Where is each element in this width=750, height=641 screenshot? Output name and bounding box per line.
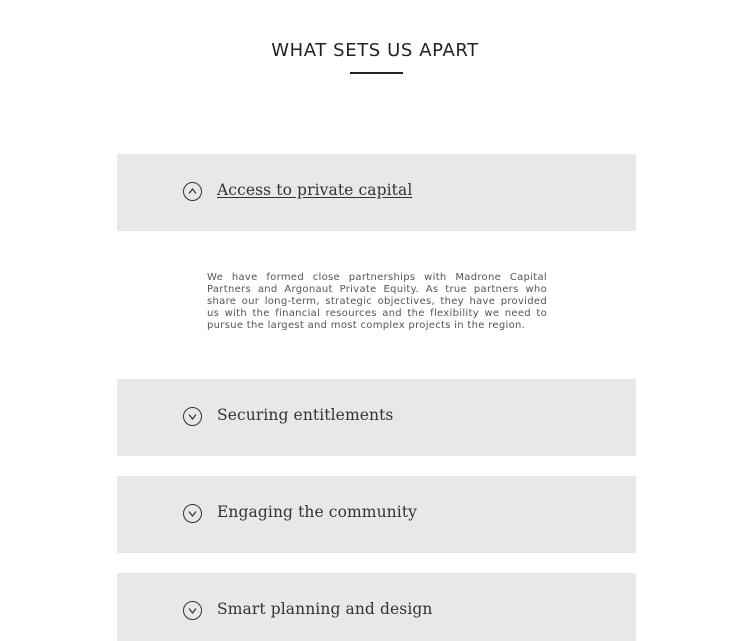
chevron-up-icon[interactable] <box>183 182 202 201</box>
chevron-down-icon[interactable] <box>183 407 202 426</box>
chevron-down-icon[interactable] <box>183 504 202 523</box>
title-underline-divider <box>350 72 403 74</box>
accordion-item-label[interactable]: Smart planning and design <box>217 600 433 618</box>
accordion-item-label[interactable]: Securing entitlements <box>217 406 394 424</box>
chevron-down-icon[interactable] <box>183 601 202 620</box>
accordion-item-smart-planning-and-design[interactable] <box>117 573 636 641</box>
accordion-item-engaging-the-community[interactable] <box>117 476 636 553</box>
section-title: WHAT SETS US APART <box>271 40 479 61</box>
accordion-item-access-to-private-capital[interactable] <box>117 154 636 231</box>
accordion-item-label[interactable]: Engaging the community <box>217 503 417 521</box>
accordion-panel-body: We have formed close partnerships with Madrone Capital Partners and Argonaut Private Equity. As true partners who share our long-term, strategic objectives, they have provided us with the financial resources and the flexibility we need to pursue the largest and most complex projects in the region. <box>207 272 547 331</box>
accordion-item-label[interactable]: Access to private capital <box>217 181 413 199</box>
accordion-item-securing-entitlements[interactable] <box>117 379 636 456</box>
